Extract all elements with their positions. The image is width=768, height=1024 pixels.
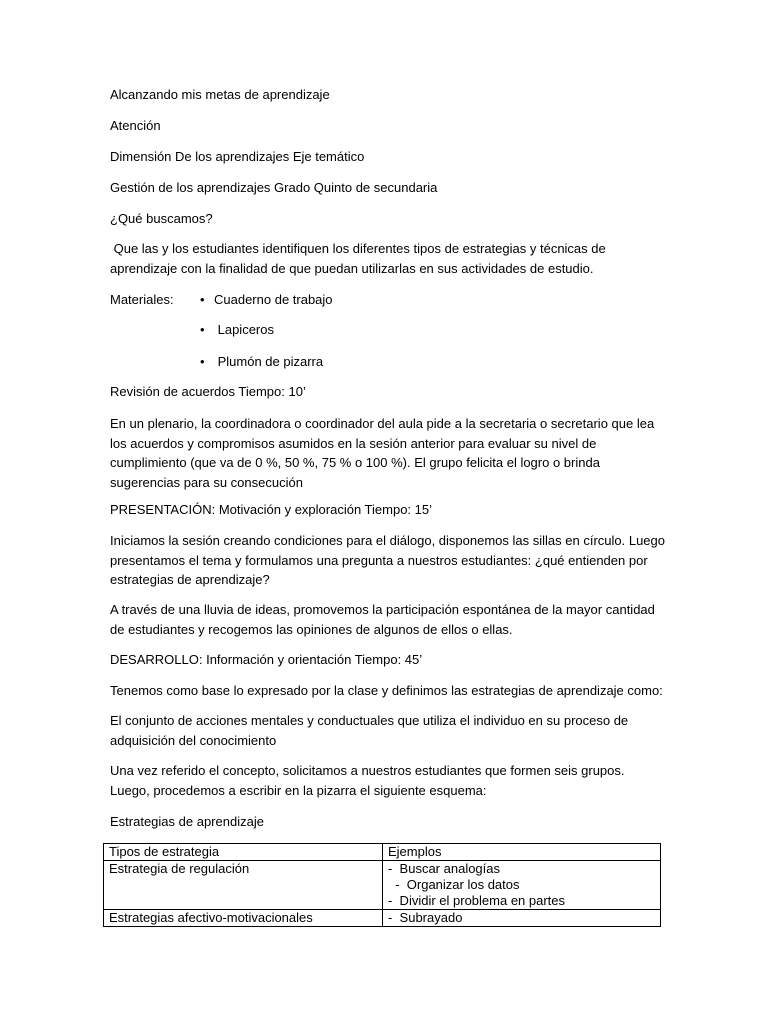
presentacion-heading: PRESENTACIÓN: Motivación y exploración Tiempo: 15’ bbox=[110, 502, 432, 517]
strategies-table bbox=[103, 843, 661, 927]
paragraph-line: cumplimiento (que va de 0 %, 50 %, 75 % o 100 %). El grupo felicita el logro o brinda bbox=[110, 455, 600, 470]
paragraph-line: adquisición del conocimiento bbox=[110, 732, 277, 748]
lluvia-paragraph bbox=[110, 600, 658, 639]
paragraph-line: los acuerdos y compromisos asumidos en la sesión anterior para evaluar su nivel de bbox=[110, 435, 597, 451]
table-header-cell: Ejemplos bbox=[383, 844, 661, 861]
conjunto-paragraph bbox=[110, 711, 658, 750]
table-row bbox=[104, 910, 661, 927]
paragraph-line: A través de una lluvia de ideas, promovemos la participación espontánea de la mayor cantidad bbox=[110, 602, 655, 617]
paragraph-line: Que las y los estudiantes identifiquen los diferentes tipos de estrategias y técnicas de bbox=[110, 241, 606, 256]
bullet-icon: • bbox=[200, 354, 205, 369]
estrategias-heading: Estrategias de aprendizaje bbox=[110, 814, 264, 829]
example-item: - Subrayado bbox=[388, 910, 463, 925]
table-header-cell: Tipos de estrategia bbox=[104, 844, 383, 861]
paragraph-line: de estudiantes y recogemos las opiniones de algunos de ellos o ellas. bbox=[110, 621, 513, 637]
example-item: - Buscar analogías bbox=[388, 861, 501, 876]
table-row bbox=[104, 861, 661, 910]
example-item: - Dividir el problema en partes bbox=[388, 893, 566, 908]
paragraph-line: presentamos el tema y formulamos una pregunta a nuestros estudiantes: ¿qué entienden por bbox=[110, 552, 648, 568]
que-buscamos-heading: ¿Qué buscamos? bbox=[110, 211, 213, 226]
base-line: Tenemos como base lo expresado por la clase y definimos las estrategias de aprendizaje como: bbox=[110, 683, 663, 698]
document-title: Alcanzando mis metas de aprendizaje bbox=[110, 87, 330, 102]
table-cell-ejemplos bbox=[383, 910, 661, 927]
section-label: Atención bbox=[110, 118, 161, 133]
table-cell-tipo: Estrategias afectivo-motivacionales bbox=[104, 910, 383, 927]
gestion-line: Gestión de los aprendizajes Grado Quinto de secundaria bbox=[110, 180, 438, 195]
paragraph-line: Luego, procedemos a escribir en la pizarra el siguiente esquema: bbox=[110, 782, 487, 798]
paragraph-line: sugerencias para su consecución bbox=[110, 474, 303, 490]
materials-item bbox=[200, 290, 333, 310]
objective-paragraph bbox=[110, 239, 658, 278]
una-vez-paragraph bbox=[110, 761, 658, 800]
materials-item-label: Plumón de pizarra bbox=[214, 354, 324, 369]
paragraph-line: aprendizaje con la finalidad de que puedan utilizarlas en sus actividades de estudio. bbox=[110, 260, 594, 276]
bullet-icon: • bbox=[200, 292, 205, 307]
materials-item bbox=[200, 352, 323, 372]
dimension-line: Dimensión De los aprendizajes Eje temático bbox=[110, 149, 365, 164]
paragraph-line: El conjunto de acciones mentales y conductuales que utiliza el individuo en su proceso de bbox=[110, 713, 629, 728]
example-item: - Organizar los datos bbox=[388, 877, 520, 892]
materials-item-label: Lapiceros bbox=[214, 322, 274, 337]
revision-heading: Revisión de acuerdos Tiempo: 10’ bbox=[110, 384, 306, 399]
materials-item-label: Cuaderno de trabajo bbox=[214, 292, 333, 307]
paragraph-line: estrategias de aprendizaje? bbox=[110, 572, 270, 587]
table-header-row bbox=[104, 844, 661, 861]
table-cell-ejemplos bbox=[383, 861, 661, 910]
desarrollo-heading: DESARROLLO: Información y orientación Tiempo: 45’ bbox=[110, 652, 423, 667]
table-cell-tipo: Estrategia de regulación bbox=[104, 861, 383, 910]
materials-item bbox=[200, 320, 274, 340]
paragraph-line: Iniciamos la sesión creando condiciones para el diálogo, disponemos las sillas en círculo. Luego bbox=[110, 533, 665, 548]
plenario-paragraph bbox=[110, 414, 658, 492]
paragraph-line: En un plenario, la coordinadora o coordinador del aula pide a la secretaria o secretario que lea bbox=[110, 416, 655, 431]
iniciamos-paragraph bbox=[110, 531, 665, 590]
paragraph-line: Una vez referido el concepto, solicitamos a nuestros estudiantes que formen seis grupos. bbox=[110, 763, 625, 778]
materials-label: Materiales: bbox=[110, 292, 174, 307]
bullet-icon: • bbox=[200, 322, 205, 337]
